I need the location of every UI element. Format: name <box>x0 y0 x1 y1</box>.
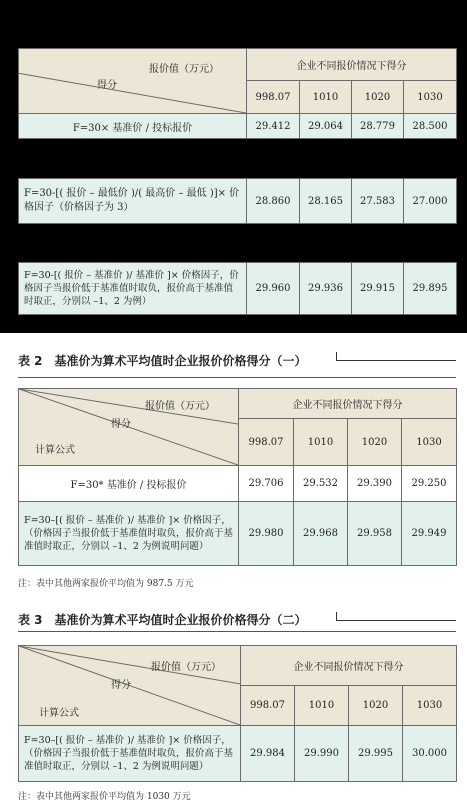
score-cell: 29.949 <box>402 502 457 566</box>
table-row <box>19 263 457 315</box>
score-cell: 29.936 <box>300 263 352 315</box>
formula-cell: F=30–[( 报价 – 基准价 )/ 基准价 ]× 价格因子，（价格因子当报价低于基准值时取负，报价高于基准值时取正，分别以 –1、2 为例说明问题） <box>19 502 239 566</box>
bid-header: 1020 <box>349 686 403 726</box>
score-cell: 28.500 <box>404 114 457 139</box>
table-row <box>19 466 457 502</box>
score-cell: 29.895 <box>404 263 457 315</box>
score-cell: 29.064 <box>300 114 352 139</box>
bid-header: 1030 <box>404 81 457 114</box>
formula-cell: F=30-[( 报价 – 基准价 )/ 基准价 ]× 价格因子，价格因子当报价低于基准值时取负，报价高于基准值时取正，分别以 –1、2 为例） <box>19 263 247 315</box>
score-cell: 29.995 <box>349 726 403 782</box>
score-table-2 <box>18 388 457 566</box>
diagonal-header-cell <box>19 646 241 726</box>
bid-header: 1030 <box>403 686 457 726</box>
formula-label: 计算公式 <box>39 708 79 719</box>
group-header: 企业不同报价情况下得分 <box>239 389 457 419</box>
table-2-caption: 表 2 基准价为算术平均值时企业报价价格得分（一） <box>18 354 307 368</box>
score-cell: 28.779 <box>352 114 404 139</box>
score-cell: 29.915 <box>352 263 404 315</box>
score-cell: 28.165 <box>300 179 352 224</box>
bid-value-label: 报价值（万元） <box>151 662 221 673</box>
group-header: 企业不同报价情况下得分 <box>241 646 457 686</box>
score-cell: 28.860 <box>247 179 300 224</box>
table-row <box>19 502 457 566</box>
bid-header: 1020 <box>352 81 404 114</box>
caption-rule <box>336 360 456 361</box>
score-cell: 29.984 <box>241 726 295 782</box>
table-2-note: 注：表中其他两家报价平均值为 987.5 万元 <box>18 579 194 589</box>
table-row <box>19 114 457 139</box>
score-cell: 29.390 <box>348 466 402 502</box>
bid-header: 998.07 <box>241 686 295 726</box>
section-divider <box>18 377 456 378</box>
formula-cell: F=30–[( 报价 – 基准价 )/ 基准价 ]× 价格因子，（价格因子当报价低于基准值时取负，报价高于基准值时取正，分别以 –1、2 为例说明问题） <box>19 726 241 782</box>
bid-header: 998.07 <box>239 419 294 466</box>
score-cell: 29.532 <box>294 466 348 502</box>
bid-value-label: 报价值（万元） <box>145 401 215 412</box>
score-cell: 27.583 <box>352 179 404 224</box>
diagonal-header-cell <box>19 49 247 114</box>
score-label: 得分 <box>111 419 131 430</box>
bid-header: 1020 <box>348 419 402 466</box>
table-row <box>19 726 457 782</box>
formula-cell: F=30* 基准价 / 投标报价 <box>19 466 239 502</box>
score-cell: 29.980 <box>239 502 294 566</box>
formula-cell: F=30× 基准价 / 投标报价 <box>19 114 247 139</box>
bid-header: 1030 <box>402 419 457 466</box>
score-cell: 27.000 <box>404 179 457 224</box>
score-cell: 29.412 <box>247 114 300 139</box>
table-row <box>19 179 457 224</box>
score-table-1-block-3 <box>18 262 457 315</box>
score-table-1-block-2 <box>18 178 457 224</box>
section-divider <box>18 631 456 632</box>
score-table-1 <box>18 48 457 139</box>
formula-label: 计算公式 <box>35 445 75 456</box>
caption-rule <box>336 620 456 621</box>
score-label: 得分 <box>111 680 131 691</box>
group-header: 企业不同报价情况下得分 <box>247 49 457 81</box>
score-cell: 29.706 <box>239 466 294 502</box>
bid-header: 1010 <box>300 81 352 114</box>
table-3-note: 注：表中其他两家报价平均值为 1030 万元 <box>18 792 191 802</box>
score-cell: 29.250 <box>402 466 457 502</box>
score-cell: 29.968 <box>294 502 348 566</box>
score-cell: 29.990 <box>295 726 349 782</box>
score-cell: 29.960 <box>247 263 300 315</box>
bid-header: 1010 <box>294 419 348 466</box>
formula-cell: F=30-[( 报价 – 最低价 )/( 最高价 – 最低 )]× 价格因子（价格因子为 3） <box>19 179 247 224</box>
table-3-caption: 表 3 基准价为算术平均值时企业报价价格得分（二） <box>18 613 307 627</box>
diagonal-header-cell <box>19 389 239 466</box>
bid-header: 1010 <box>295 686 349 726</box>
bid-value-label: 报价值（万元） <box>149 64 219 75</box>
score-cell: 30.000 <box>403 726 457 782</box>
score-cell: 29.958 <box>348 502 402 566</box>
bid-header: 998.07 <box>247 81 300 114</box>
score-label: 得分 <box>97 80 117 91</box>
score-table-3 <box>18 645 457 782</box>
